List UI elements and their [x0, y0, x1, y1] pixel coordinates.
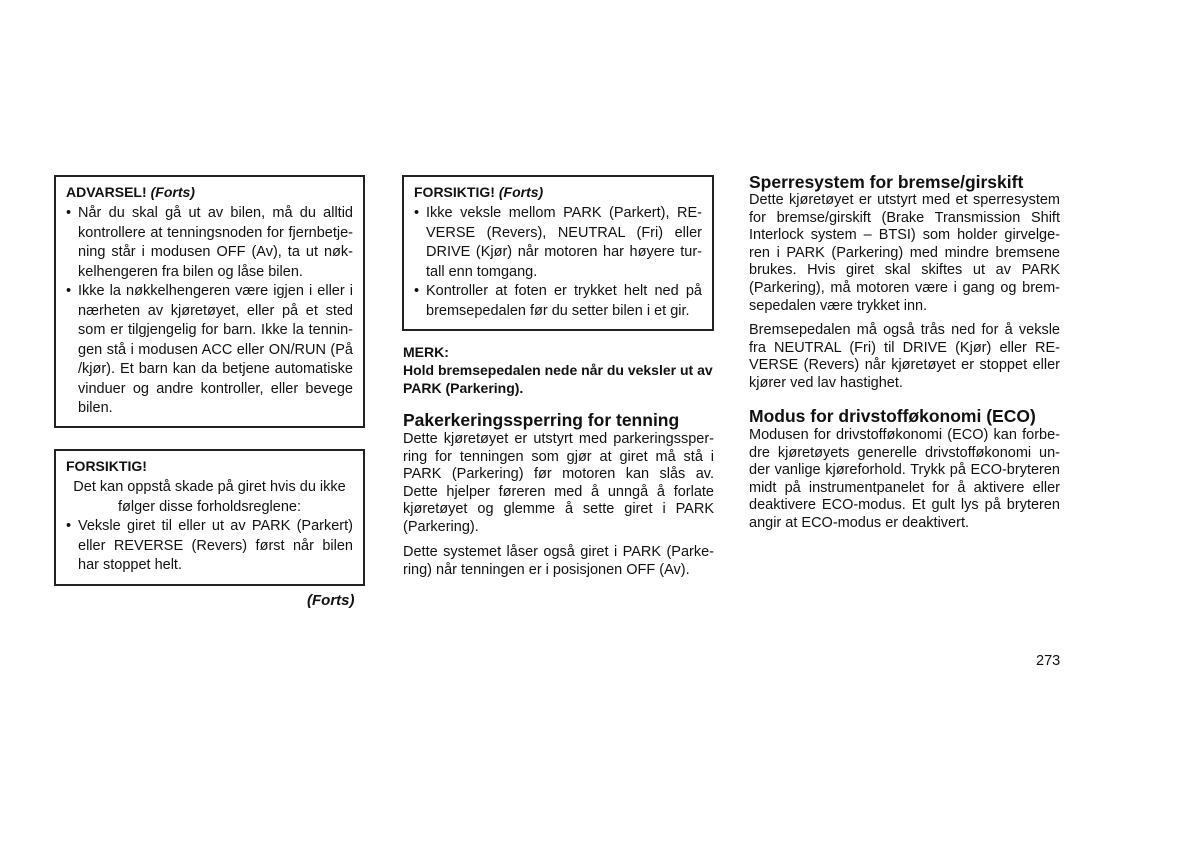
- caution-box: [54, 449, 365, 586]
- section-paragraph: Dette kjøretøyet er utstyrt med parkeringssper-ring for tenningen som gjør at giret må stå i PARK (Parkering) før motoren kan slås av. Dette hjelper føreren med å unngå å forlate kjøretøyet og glemme å sette giret i PARK (Parkering).: [403, 431, 714, 535]
- warning-bullet: • Når du skal gå ut av bilen, må du alltid kontrollere at tenningsnoden for fjernbetje-ning står i modusen OFF (Av), ta ut nøk-kelhengeren fra bilen og låse bilen.: [66, 204, 353, 282]
- caution-continued-bullet: • Ikke veksle mellom PARK (Parkert), RE-VERSE (Revers), NEUTRAL (Fri) eller DRIVE (Kjør) når motoren har høyere tur-tall enn tomgang.: [414, 204, 702, 282]
- caution-continued-title: FORSIKTIG! (Forts): [414, 184, 544, 200]
- section-paragraph: Modusen for drivstofføkonomi (ECO) kan forbe-dre kjøretøyets generelle drivstofføkonomi un-der vanlige kjøreforhold. Trykk på ECO-bryteren midt på instrumentpanelet for å aktivere eller deaktivere ECO-modus. Et gult lys på bryteren angir at ECO-modus er deaktivert.: [749, 427, 1060, 531]
- note-label: MERK:: [403, 344, 449, 360]
- page-number: 273: [1036, 653, 1061, 669]
- caution-title: FORSIKTIG!: [66, 458, 147, 474]
- section-paragraph: Bremsepedalen må også trås ned for å veksle fra NEUTRAL (Fri) til DRIVE (Kjør) eller RE-VERSE (Revers) når kjøretøyet er stoppet eller kjører ved lav hastighet.: [749, 322, 1060, 391]
- continued-label: (Forts): [307, 592, 355, 609]
- section-heading: Modus for drivstofføkonomi (ECO): [749, 406, 1036, 426]
- section-paragraph: Dette systemet låser også giret i PARK (Parke-ring) når tenningen er i posisjonen OFF (Av).: [403, 544, 714, 578]
- section-heading: Pakerkeringssperring for tenning: [403, 410, 680, 430]
- note-text: Hold bremsepedalen nede når du veksler ut av PARK (Parkering).: [403, 362, 713, 396]
- section-paragraph: Dette kjøretøyet er utstyrt med et sperresystem for bremse/girskift (Brake Transmission Shift Interlock system – BTSI) som holder girvelge-ren i PARK (Parkering) med mindre bremsene brukes. Hvis giret skal skiftes ut av PARK (Parkering), må motoren være i gang og brem-sepedalen være trykket inn.: [749, 192, 1060, 314]
- warning-title: ADVARSEL! (Forts): [66, 184, 195, 200]
- caution-continued-bullet: • Kontroller at foten er trykket helt ned på bremsepedalen før du setter bilen i et gir.: [414, 282, 702, 321]
- caution-bullet: • Veksle giret til eller ut av PARK (Parkert) eller REVERSE (Revers) først når bilen har stoppet helt.: [66, 517, 353, 576]
- caution-intro: Det kan oppstå skade på giret hvis du ikke følger disse forholdsreglene:: [73, 479, 346, 515]
- warning-bullet: • Ikke la nøkkelhengeren være igjen i eller i nærheten av kjøretøyet, eller på et sted som er tilgjengelig for barn. Ikke la tennin-gen stå i modusen ACC eller ON/RUN (På /kjør). Et barn kan da betjene automatiske vinduer og andre kontroller, eller bevege bilen.: [66, 282, 353, 419]
- section-heading: Sperresystem for bremse/girskift: [749, 172, 1024, 192]
- caution-continued-box: [402, 175, 714, 331]
- warning-box: [54, 175, 365, 428]
